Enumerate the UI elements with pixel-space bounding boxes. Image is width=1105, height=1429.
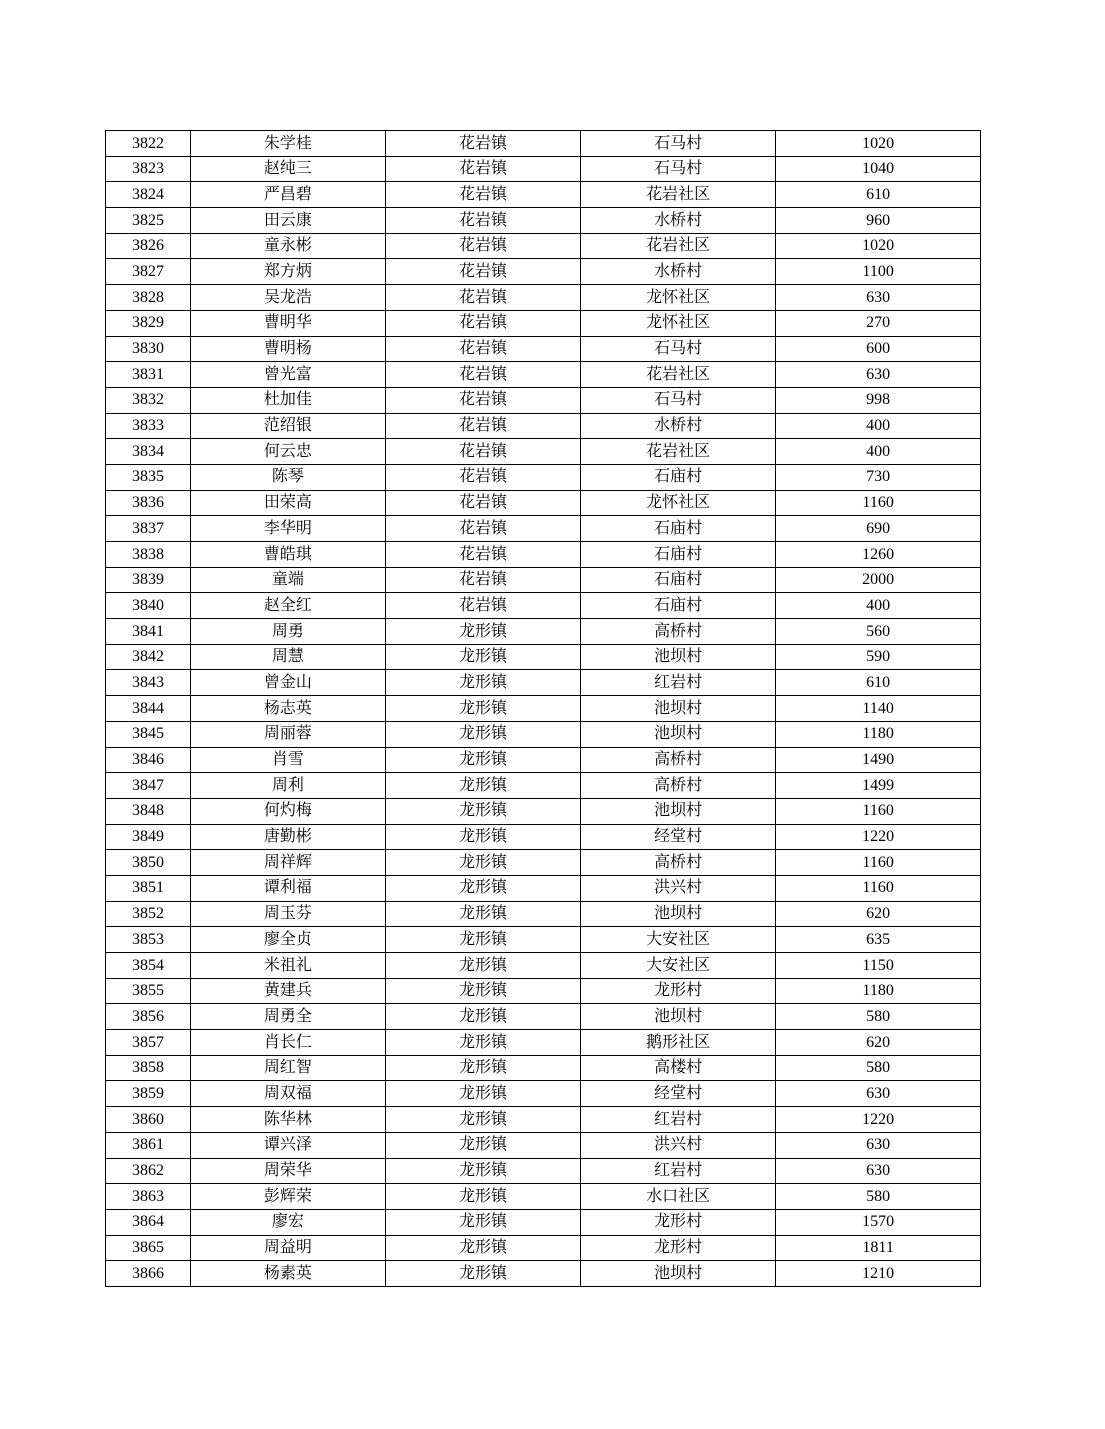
cell-amount: 610 xyxy=(776,670,981,696)
cell-village: 水口社区 xyxy=(581,1184,776,1210)
table-row xyxy=(106,1209,981,1235)
cell-name: 杜加佳 xyxy=(190,387,385,413)
cell-village: 龙形村 xyxy=(581,1209,776,1235)
table-row xyxy=(106,798,981,824)
cell-village: 池坝村 xyxy=(581,798,776,824)
table-row xyxy=(106,773,981,799)
cell-amount: 620 xyxy=(776,1030,981,1056)
table-row xyxy=(106,927,981,953)
cell-amount: 1100 xyxy=(776,259,981,285)
cell-amount: 1020 xyxy=(776,233,981,259)
cell-village: 洪兴村 xyxy=(581,1132,776,1158)
cell-id: 3831 xyxy=(106,362,191,388)
table-row xyxy=(106,182,981,208)
table-row xyxy=(106,619,981,645)
cell-id: 3845 xyxy=(106,721,191,747)
cell-amount: 400 xyxy=(776,439,981,465)
cell-town: 龙形镇 xyxy=(386,1081,581,1107)
cell-id: 3844 xyxy=(106,696,191,722)
cell-id: 3866 xyxy=(106,1261,191,1287)
cell-village: 水桥村 xyxy=(581,208,776,234)
table-row xyxy=(106,1184,981,1210)
cell-id: 3863 xyxy=(106,1184,191,1210)
cell-amount: 630 xyxy=(776,1158,981,1184)
cell-town: 龙形镇 xyxy=(386,670,581,696)
cell-amount: 600 xyxy=(776,336,981,362)
cell-village: 龙形村 xyxy=(581,978,776,1004)
cell-name: 肖雪 xyxy=(190,747,385,773)
cell-amount: 1490 xyxy=(776,747,981,773)
cell-name: 田云康 xyxy=(190,208,385,234)
table-row xyxy=(106,156,981,182)
cell-name: 陈琴 xyxy=(190,464,385,490)
cell-town: 龙形镇 xyxy=(386,1132,581,1158)
cell-village: 大安社区 xyxy=(581,927,776,953)
cell-name: 曾金山 xyxy=(190,670,385,696)
cell-amount: 635 xyxy=(776,927,981,953)
cell-name: 何云忠 xyxy=(190,439,385,465)
cell-town: 龙形镇 xyxy=(386,1030,581,1056)
cell-id: 3826 xyxy=(106,233,191,259)
cell-town: 花岩镇 xyxy=(386,285,581,311)
table-body xyxy=(106,131,981,1287)
cell-id: 3856 xyxy=(106,1004,191,1030)
cell-id: 3827 xyxy=(106,259,191,285)
cell-name: 曹明杨 xyxy=(190,336,385,362)
table-row xyxy=(106,259,981,285)
cell-town: 龙形镇 xyxy=(386,1004,581,1030)
cell-name: 吴龙浩 xyxy=(190,285,385,311)
cell-village: 石庙村 xyxy=(581,593,776,619)
cell-town: 龙形镇 xyxy=(386,927,581,953)
cell-village: 经堂村 xyxy=(581,1081,776,1107)
cell-village: 鹅形社区 xyxy=(581,1030,776,1056)
cell-name: 曹皓琪 xyxy=(190,542,385,568)
table-row xyxy=(106,593,981,619)
cell-amount: 1220 xyxy=(776,1107,981,1133)
table-row xyxy=(106,696,981,722)
cell-id: 3825 xyxy=(106,208,191,234)
table-row xyxy=(106,362,981,388)
cell-town: 花岩镇 xyxy=(386,567,581,593)
table-row xyxy=(106,336,981,362)
cell-id: 3851 xyxy=(106,875,191,901)
cell-town: 花岩镇 xyxy=(386,208,581,234)
cell-name: 周益明 xyxy=(190,1235,385,1261)
cell-town: 花岩镇 xyxy=(386,387,581,413)
cell-name: 郑方炳 xyxy=(190,259,385,285)
cell-village: 高桥村 xyxy=(581,619,776,645)
cell-town: 花岩镇 xyxy=(386,310,581,336)
cell-name: 周红智 xyxy=(190,1055,385,1081)
cell-name: 周祥辉 xyxy=(190,850,385,876)
cell-village: 池坝村 xyxy=(581,901,776,927)
table-row xyxy=(106,1235,981,1261)
cell-name: 廖宏 xyxy=(190,1209,385,1235)
cell-id: 3864 xyxy=(106,1209,191,1235)
cell-name: 廖全贞 xyxy=(190,927,385,953)
cell-name: 米祖礼 xyxy=(190,953,385,979)
cell-name: 周双福 xyxy=(190,1081,385,1107)
cell-town: 龙形镇 xyxy=(386,1209,581,1235)
cell-id: 3842 xyxy=(106,644,191,670)
table-row xyxy=(106,1132,981,1158)
cell-name: 陈华林 xyxy=(190,1107,385,1133)
table-row xyxy=(106,1261,981,1287)
cell-amount: 400 xyxy=(776,593,981,619)
cell-amount: 1260 xyxy=(776,542,981,568)
table-row xyxy=(106,747,981,773)
cell-name: 谭兴泽 xyxy=(190,1132,385,1158)
cell-id: 3846 xyxy=(106,747,191,773)
table-row xyxy=(106,542,981,568)
cell-amount: 590 xyxy=(776,644,981,670)
cell-id: 3850 xyxy=(106,850,191,876)
table-row xyxy=(106,567,981,593)
cell-amount: 580 xyxy=(776,1004,981,1030)
cell-name: 赵全红 xyxy=(190,593,385,619)
cell-id: 3824 xyxy=(106,182,191,208)
table-row xyxy=(106,721,981,747)
cell-id: 3861 xyxy=(106,1132,191,1158)
cell-town: 龙形镇 xyxy=(386,1184,581,1210)
cell-name: 杨志英 xyxy=(190,696,385,722)
cell-town: 龙形镇 xyxy=(386,978,581,1004)
cell-amount: 1160 xyxy=(776,850,981,876)
cell-id: 3833 xyxy=(106,413,191,439)
cell-town: 花岩镇 xyxy=(386,336,581,362)
cell-name: 唐勤彬 xyxy=(190,824,385,850)
table-row xyxy=(106,285,981,311)
cell-village: 石庙村 xyxy=(581,567,776,593)
cell-town: 龙形镇 xyxy=(386,773,581,799)
cell-name: 周玉芬 xyxy=(190,901,385,927)
cell-id: 3852 xyxy=(106,901,191,927)
cell-village: 石庙村 xyxy=(581,464,776,490)
cell-id: 3835 xyxy=(106,464,191,490)
cell-town: 花岩镇 xyxy=(386,593,581,619)
cell-id: 3854 xyxy=(106,953,191,979)
cell-id: 3830 xyxy=(106,336,191,362)
cell-amount: 1210 xyxy=(776,1261,981,1287)
cell-town: 花岩镇 xyxy=(386,233,581,259)
cell-village: 花岩社区 xyxy=(581,182,776,208)
table-row xyxy=(106,208,981,234)
cell-village: 经堂村 xyxy=(581,824,776,850)
cell-town: 龙形镇 xyxy=(386,644,581,670)
cell-id: 3822 xyxy=(106,131,191,157)
cell-name: 周勇 xyxy=(190,619,385,645)
cell-village: 高楼村 xyxy=(581,1055,776,1081)
cell-amount: 1140 xyxy=(776,696,981,722)
cell-village: 龙形村 xyxy=(581,1235,776,1261)
cell-town: 龙形镇 xyxy=(386,1107,581,1133)
cell-name: 曹明华 xyxy=(190,310,385,336)
cell-village: 石庙村 xyxy=(581,542,776,568)
cell-amount: 630 xyxy=(776,285,981,311)
table-row xyxy=(106,516,981,542)
cell-town: 花岩镇 xyxy=(386,464,581,490)
table-row xyxy=(106,413,981,439)
cell-town: 花岩镇 xyxy=(386,413,581,439)
cell-town: 花岩镇 xyxy=(386,490,581,516)
cell-id: 3843 xyxy=(106,670,191,696)
cell-amount: 1499 xyxy=(776,773,981,799)
table-row xyxy=(106,439,981,465)
cell-amount: 2000 xyxy=(776,567,981,593)
cell-id: 3853 xyxy=(106,927,191,953)
cell-town: 龙形镇 xyxy=(386,824,581,850)
cell-amount: 1160 xyxy=(776,798,981,824)
cell-village: 龙怀社区 xyxy=(581,310,776,336)
cell-name: 黄建兵 xyxy=(190,978,385,1004)
cell-id: 3848 xyxy=(106,798,191,824)
cell-village: 水桥村 xyxy=(581,259,776,285)
cell-village: 池坝村 xyxy=(581,644,776,670)
cell-town: 花岩镇 xyxy=(386,362,581,388)
table-row xyxy=(106,644,981,670)
cell-town: 花岩镇 xyxy=(386,182,581,208)
table-row xyxy=(106,233,981,259)
cell-village: 池坝村 xyxy=(581,1004,776,1030)
cell-town: 龙形镇 xyxy=(386,1158,581,1184)
cell-town: 龙形镇 xyxy=(386,1261,581,1287)
cell-town: 龙形镇 xyxy=(386,619,581,645)
table-row xyxy=(106,1030,981,1056)
table-row xyxy=(106,978,981,1004)
cell-amount: 1220 xyxy=(776,824,981,850)
table-row xyxy=(106,490,981,516)
table-row xyxy=(106,953,981,979)
cell-town: 龙形镇 xyxy=(386,747,581,773)
cell-amount: 620 xyxy=(776,901,981,927)
cell-id: 3839 xyxy=(106,567,191,593)
cell-amount: 1180 xyxy=(776,978,981,1004)
cell-name: 谭利福 xyxy=(190,875,385,901)
cell-name: 田荣高 xyxy=(190,490,385,516)
cell-village: 花岩社区 xyxy=(581,233,776,259)
cell-town: 龙形镇 xyxy=(386,850,581,876)
table-row xyxy=(106,1004,981,1030)
cell-village: 池坝村 xyxy=(581,1261,776,1287)
cell-village: 石马村 xyxy=(581,156,776,182)
cell-id: 3832 xyxy=(106,387,191,413)
cell-town: 龙形镇 xyxy=(386,901,581,927)
cell-amount: 1811 xyxy=(776,1235,981,1261)
cell-amount: 1020 xyxy=(776,131,981,157)
cell-amount: 730 xyxy=(776,464,981,490)
cell-id: 3829 xyxy=(106,310,191,336)
cell-town: 花岩镇 xyxy=(386,542,581,568)
cell-village: 石马村 xyxy=(581,131,776,157)
table-row xyxy=(106,1081,981,1107)
cell-name: 朱学桂 xyxy=(190,131,385,157)
cell-amount: 630 xyxy=(776,1132,981,1158)
cell-town: 龙形镇 xyxy=(386,696,581,722)
table-row xyxy=(106,850,981,876)
cell-id: 3857 xyxy=(106,1030,191,1056)
cell-id: 3838 xyxy=(106,542,191,568)
cell-town: 龙形镇 xyxy=(386,953,581,979)
cell-village: 花岩社区 xyxy=(581,362,776,388)
cell-name: 范绍银 xyxy=(190,413,385,439)
cell-amount: 630 xyxy=(776,362,981,388)
cell-name: 严昌碧 xyxy=(190,182,385,208)
cell-id: 3858 xyxy=(106,1055,191,1081)
cell-amount: 580 xyxy=(776,1184,981,1210)
cell-town: 花岩镇 xyxy=(386,259,581,285)
cell-village: 石马村 xyxy=(581,387,776,413)
cell-name: 赵纯三 xyxy=(190,156,385,182)
data-table xyxy=(105,130,981,1287)
cell-name: 周勇全 xyxy=(190,1004,385,1030)
cell-id: 3840 xyxy=(106,593,191,619)
table-row xyxy=(106,670,981,696)
cell-name: 杨素英 xyxy=(190,1261,385,1287)
cell-town: 龙形镇 xyxy=(386,1235,581,1261)
cell-name: 童端 xyxy=(190,567,385,593)
table-row xyxy=(106,1158,981,1184)
cell-amount: 1150 xyxy=(776,953,981,979)
cell-id: 3862 xyxy=(106,1158,191,1184)
cell-name: 周丽蓉 xyxy=(190,721,385,747)
cell-id: 3847 xyxy=(106,773,191,799)
cell-name: 彭辉荣 xyxy=(190,1184,385,1210)
cell-town: 龙形镇 xyxy=(386,875,581,901)
cell-village: 洪兴村 xyxy=(581,875,776,901)
cell-id: 3837 xyxy=(106,516,191,542)
cell-amount: 610 xyxy=(776,182,981,208)
cell-name: 周荣华 xyxy=(190,1158,385,1184)
table-row xyxy=(106,1055,981,1081)
cell-id: 3860 xyxy=(106,1107,191,1133)
cell-village: 高桥村 xyxy=(581,850,776,876)
table-row xyxy=(106,387,981,413)
table-row xyxy=(106,875,981,901)
cell-amount: 630 xyxy=(776,1081,981,1107)
cell-id: 3823 xyxy=(106,156,191,182)
cell-village: 石庙村 xyxy=(581,516,776,542)
cell-village: 水桥村 xyxy=(581,413,776,439)
cell-village: 龙怀社区 xyxy=(581,285,776,311)
cell-id: 3849 xyxy=(106,824,191,850)
cell-id: 3865 xyxy=(106,1235,191,1261)
cell-town: 龙形镇 xyxy=(386,721,581,747)
cell-name: 童永彬 xyxy=(190,233,385,259)
cell-amount: 580 xyxy=(776,1055,981,1081)
cell-village: 红岩村 xyxy=(581,670,776,696)
cell-village: 高桥村 xyxy=(581,773,776,799)
cell-village: 红岩村 xyxy=(581,1107,776,1133)
cell-amount: 1160 xyxy=(776,490,981,516)
cell-village: 石马村 xyxy=(581,336,776,362)
table-row xyxy=(106,1107,981,1133)
cell-id: 3836 xyxy=(106,490,191,516)
cell-village: 龙怀社区 xyxy=(581,490,776,516)
cell-id: 3828 xyxy=(106,285,191,311)
cell-village: 池坝村 xyxy=(581,721,776,747)
cell-amount: 1040 xyxy=(776,156,981,182)
cell-village: 大安社区 xyxy=(581,953,776,979)
table-row xyxy=(106,464,981,490)
cell-id: 3859 xyxy=(106,1081,191,1107)
cell-name: 何灼梅 xyxy=(190,798,385,824)
cell-id: 3855 xyxy=(106,978,191,1004)
cell-id: 3841 xyxy=(106,619,191,645)
table-row xyxy=(106,310,981,336)
cell-amount: 1570 xyxy=(776,1209,981,1235)
cell-amount: 998 xyxy=(776,387,981,413)
cell-village: 高桥村 xyxy=(581,747,776,773)
cell-town: 龙形镇 xyxy=(386,798,581,824)
cell-amount: 1160 xyxy=(776,875,981,901)
cell-village: 花岩社区 xyxy=(581,439,776,465)
cell-amount: 1180 xyxy=(776,721,981,747)
cell-town: 龙形镇 xyxy=(386,1055,581,1081)
cell-village: 红岩村 xyxy=(581,1158,776,1184)
cell-town: 花岩镇 xyxy=(386,156,581,182)
table-row xyxy=(106,901,981,927)
cell-name: 李华明 xyxy=(190,516,385,542)
cell-name: 周慧 xyxy=(190,644,385,670)
cell-town: 花岩镇 xyxy=(386,131,581,157)
cell-amount: 400 xyxy=(776,413,981,439)
cell-town: 花岩镇 xyxy=(386,516,581,542)
cell-amount: 270 xyxy=(776,310,981,336)
cell-amount: 960 xyxy=(776,208,981,234)
cell-name: 曾光富 xyxy=(190,362,385,388)
cell-village: 池坝村 xyxy=(581,696,776,722)
table-row xyxy=(106,131,981,157)
cell-town: 花岩镇 xyxy=(386,439,581,465)
cell-name: 周利 xyxy=(190,773,385,799)
cell-id: 3834 xyxy=(106,439,191,465)
cell-amount: 560 xyxy=(776,619,981,645)
table-row xyxy=(106,824,981,850)
cell-amount: 690 xyxy=(776,516,981,542)
cell-name: 肖长仁 xyxy=(190,1030,385,1056)
